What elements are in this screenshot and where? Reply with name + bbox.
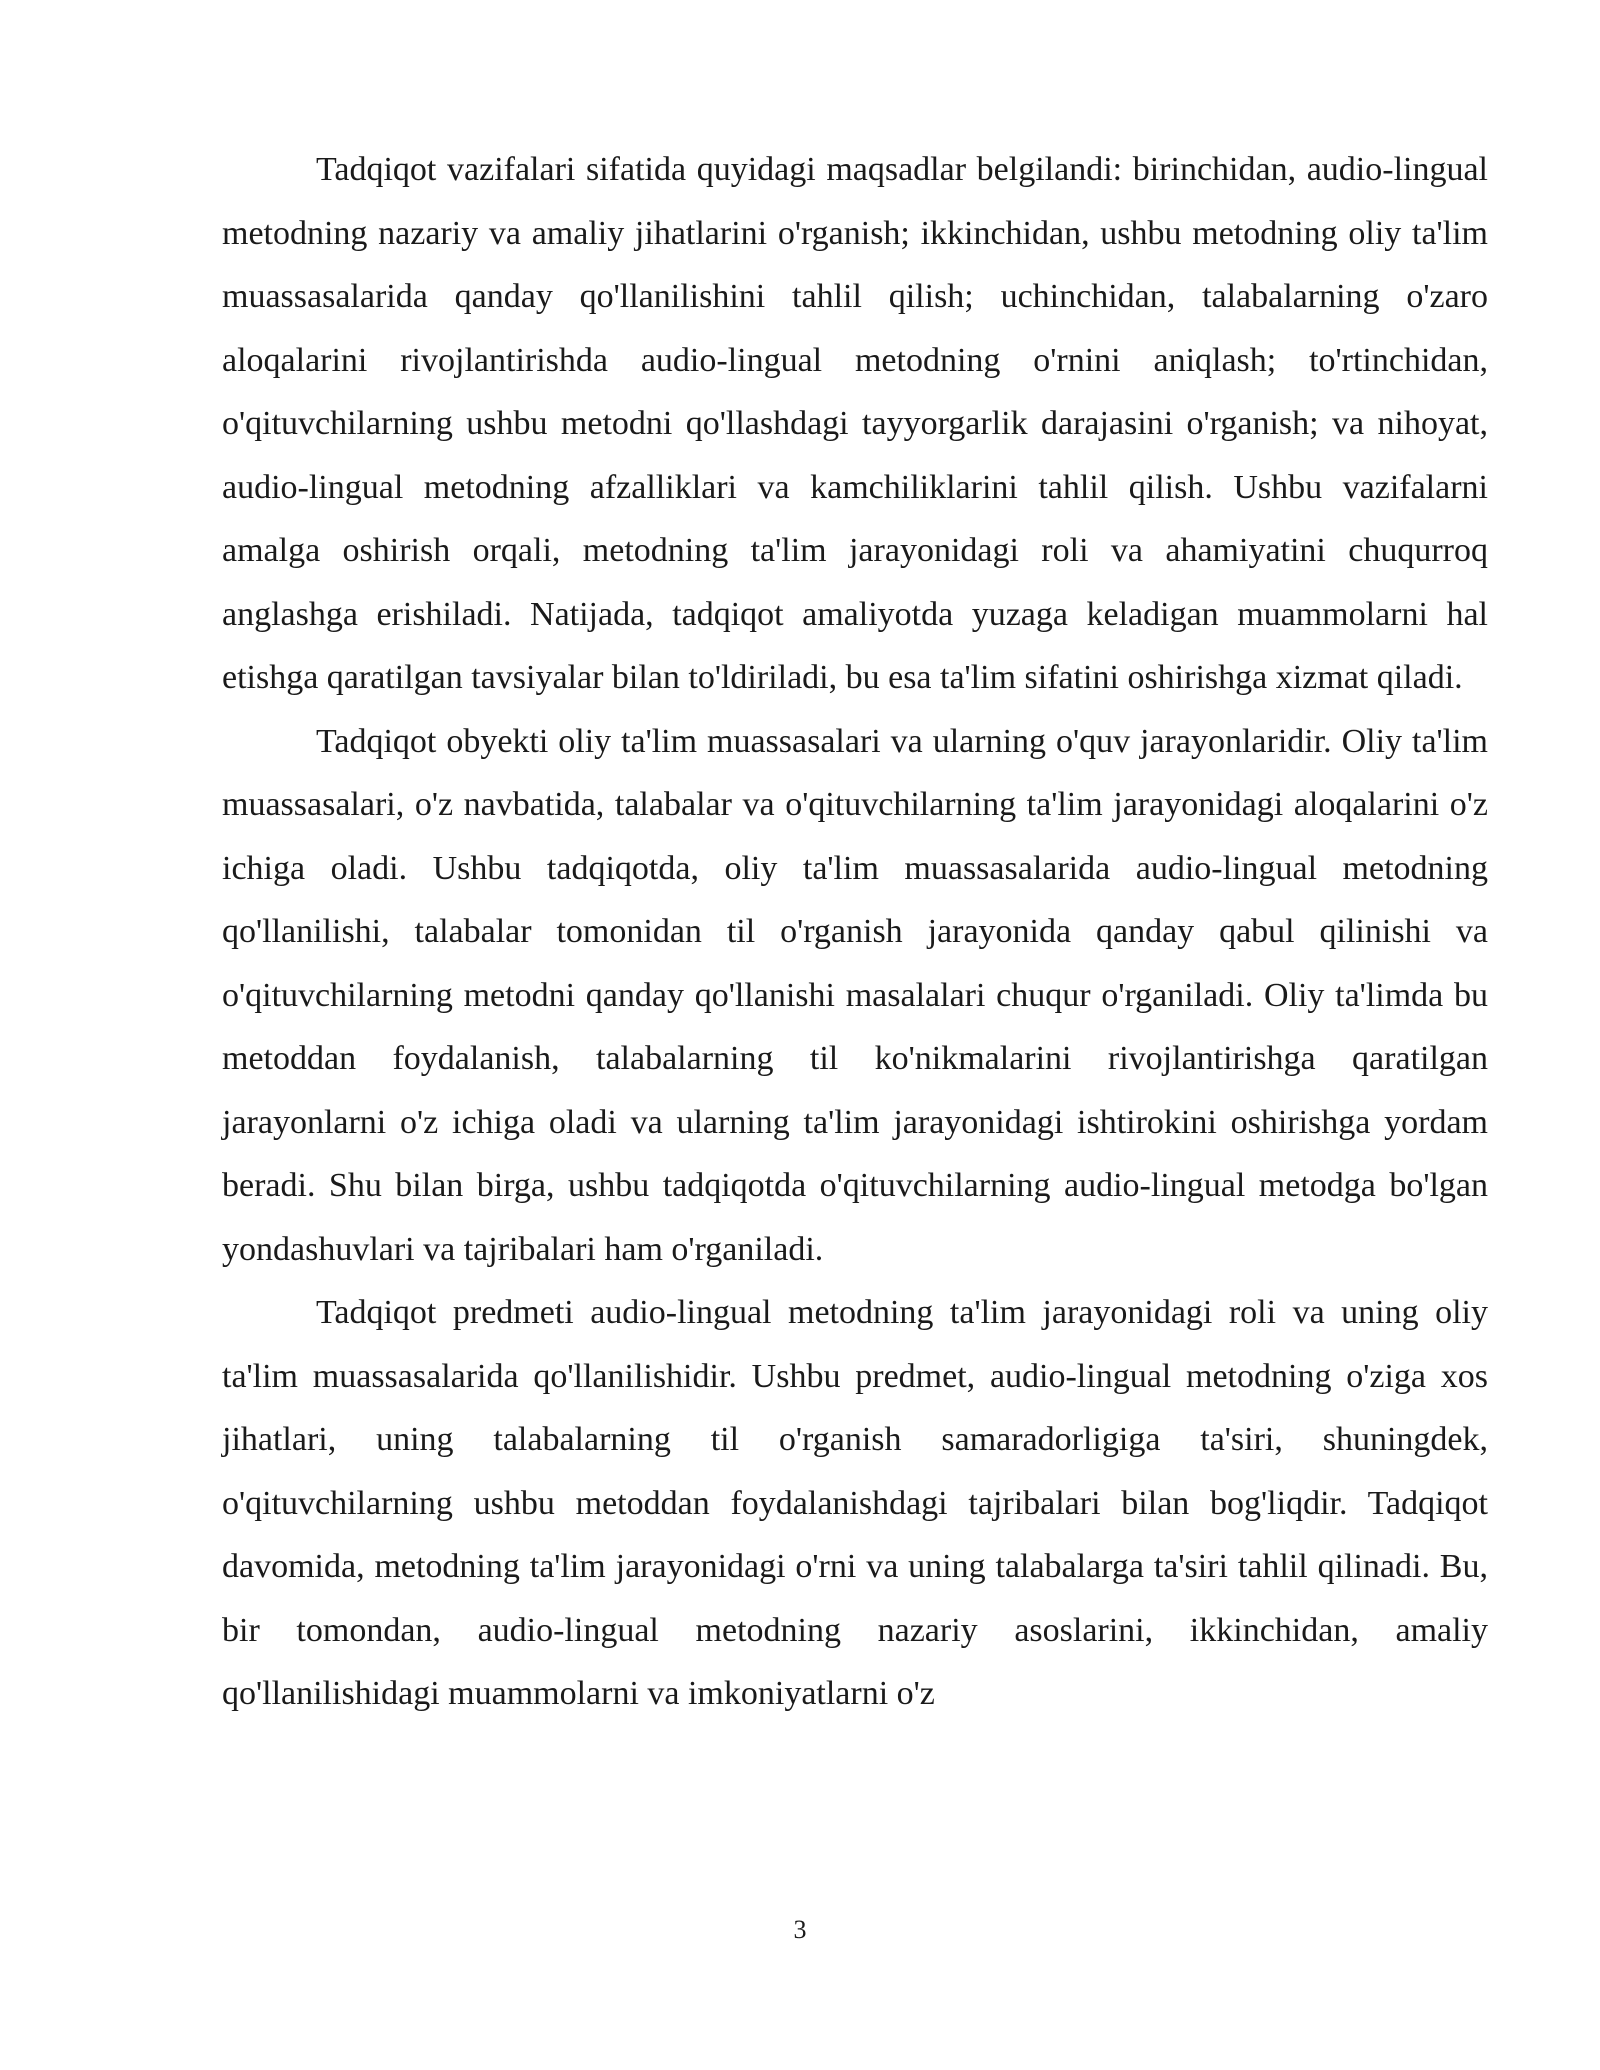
paragraph-research-subject: Tadqiqot predmeti audio-lingual metodning ta'lim jarayonidagi roli va uning oliy ta'lim muassasalarida qo'llanilishidir. Ushbu predmet, audio-lingual metodning o'ziga xos jihatlari, uning talabalarning til o'rganish samaradorligiga ta'siri, shuningdek, o'qituvchilarning ushbu metoddan foydalanishdagi tajribalari bilan bog'liqdir. Tadqiqot davomida, metodning ta'lim jarayonidagi o'rni va uning talabalarga ta'siri tahlil qilinadi. Bu, bir tomondan, audio-lingual metodning nazariy asoslarini, ikkinchidan, amaliy qo'llanilishidagi muammolarni va imkoniyatlarni o'z: [222, 1294, 1488, 1712]
paragraph-research-object: Tadqiqot obyekti oliy ta'lim muassasalari va ularning o'quv jarayonlaridir. Oliy ta'lim muassasalari, o'z navbatida, talabalar va o'qituvchilarning ta'lim jarayonidagi aloqalarini o'z ichiga oladi. Ushbu tadqiqotda, oliy ta'lim muassasalarida audio-lingual metodning qo'llanilishi, talabalar tomonidan til o'rganish jarayonida qanday qabul qilinishi va o'qituvchilarning metodni qanday qo'llanishi masalalari chuqur o'rganiladi. Oliy ta'limda bu metoddan foydalanish, talabalarning til ko'nikmalarini rivojlantirishga qaratilgan jarayonlarni o'z ichiga oladi va ularning ta'lim jarayonidagi ishtirokini oshirishga yordam beradi. Shu bilan birga, ushbu tadqiqotda o'qituvchilarning audio-lingual metodga bo'lgan yondashuvlari va tajribalari ham o'rganiladi.: [222, 722, 1488, 1268]
page-number: 3: [793, 1915, 807, 1944]
paragraph-research-tasks: Tadqiqot vazifalari sifatida quyidagi maqsadlar belgilandi: birinchidan, audio-lingual metodning nazariy va amaliy jihatlarini o'rganish; ikkinchidan, ushbu metodning oliy ta'lim muassasalarida qanday qo'llanilishini tahlil qilish; uchinchidan, talabalarning o'zaro aloqalarini rivojlantirishda audio-lingual metodning o'rnini aniqlash; to'rtinchidan, o'qituvchilarning ushbu metodni qo'llashdagi tayyorgarlik darajasini o'rganish; va nihoyat, audio-lingual metodning afzalliklari va kamchiliklarini tahlil qilish. Ushbu vazifalarni amalga oshirish orqali, metodning ta'lim jarayonidagi roli va ahamiyatini chuqurroq anglashga erishiladi. Natijada, tadqiqot amaliyotda yuzaga keladigan muammolarni hal etishga qaratilgan tavsiyalar bilan to'ldiriladi, bu esa ta'lim sifatini oshirishga xizmat qiladi.: [222, 151, 1488, 696]
document-body: [222, 138, 1488, 1726]
